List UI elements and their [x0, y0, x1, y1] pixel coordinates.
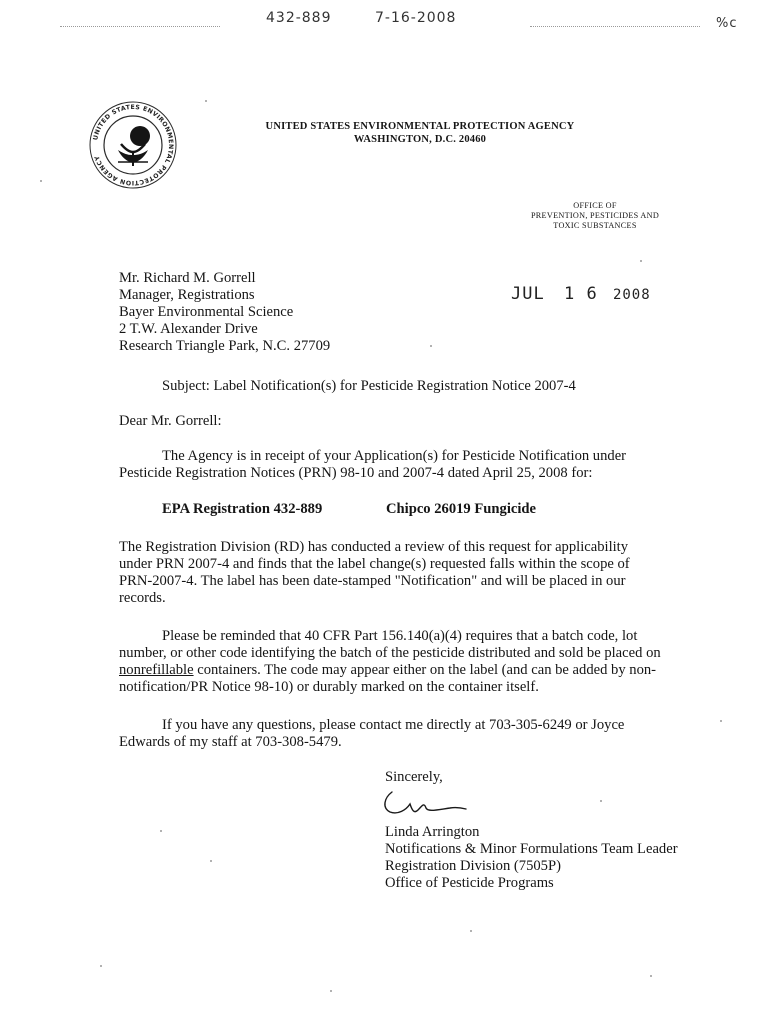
paragraph-contact-line-1: If you have any questions, please contact me directly at 703-305-6249 or Joyce	[162, 717, 625, 733]
nonrefillable-term: nonrefillable	[119, 662, 194, 678]
paragraph-review	[119, 539, 630, 607]
scan-speck	[720, 720, 722, 722]
paragraph-batch-code-line-1: Please be reminded that 40 CFR Part 156.140(a)(4) requires that a batch code, lot	[162, 628, 638, 644]
recipient-city: Research Triangle Park, N.C. 27709	[119, 338, 331, 354]
scan-speck	[430, 345, 432, 347]
recipient-company: Bayer Environmental Science	[119, 304, 294, 320]
paragraph-contact	[119, 717, 624, 751]
handwritten-date: 7-16-2008	[375, 10, 457, 26]
dotted-rule-right	[530, 26, 700, 27]
handwritten-corner-mark: %c	[716, 16, 738, 31]
product-name: Chipco 26019 Fungicide	[386, 501, 537, 517]
scan-speck	[205, 100, 207, 102]
recipient-title: Manager, Registrations	[119, 287, 255, 303]
signer-title: Notifications & Minor Formulations Team Leader	[385, 841, 678, 857]
signature	[380, 788, 470, 822]
recipient-name: Mr. Richard M. Gorrell	[119, 270, 256, 286]
date-stamp	[511, 284, 651, 304]
scan-speck	[470, 930, 472, 932]
recipient-address	[119, 270, 330, 355]
scan-speck	[40, 180, 42, 182]
valediction: Sincerely,	[385, 769, 443, 785]
paragraph-receipt	[119, 448, 626, 482]
date-stamp-year: 2008	[612, 287, 651, 303]
paragraph-batch-code-line-3-rest: containers. The code may appear either on the label (and can be added by non-	[193, 662, 657, 678]
salutation: Dear Mr. Gorrell:	[119, 413, 222, 429]
handwritten-reg-number: 432-889	[266, 10, 332, 26]
paragraph-batch-code-line-3	[119, 662, 661, 679]
signer-name: Linda Arrington	[385, 824, 480, 840]
paragraph-review-line-1: The Registration Division (RD) has conducted a review of this request for applicability	[119, 539, 629, 555]
date-stamp-day: 1 6	[563, 284, 598, 304]
office-line-2: PREVENTION, PESTICIDES AND	[530, 211, 660, 220]
signer-office: Office of Pesticide Programs	[385, 875, 554, 891]
paragraph-review-line-3: PRN-2007-4. The label has been date-stamped "Notification" and will be placed in our	[119, 573, 626, 589]
dotted-rule-left	[60, 26, 220, 27]
scan-speck	[640, 260, 642, 262]
scan-speck	[160, 830, 162, 832]
signer-division: Registration Division (7505P)	[385, 858, 561, 874]
svg-text:UNITED STATES ENVIRONMENTAL PR: UNITED STATES ENVIRONMENTAL PROTECTION AGENCY	[92, 103, 175, 187]
paragraph-batch-code	[119, 628, 661, 696]
agency-name: UNITED STATES ENVIRONMENTAL PROTECTION AGENCY	[265, 121, 575, 132]
paragraph-review-line-4: records.	[119, 590, 166, 606]
subject-line: Subject: Label Notification(s) for Pesticide Registration Notice 2007-4	[162, 378, 576, 394]
signature-block	[385, 824, 678, 892]
paragraph-receipt-line-2: Pesticide Registration Notices (PRN) 98-10 and 2007-4 dated April 25, 2008 for:	[119, 465, 593, 481]
scan-speck	[330, 990, 332, 992]
date-stamp-month: JUL	[511, 284, 545, 304]
office-line-1: OFFICE OF	[573, 201, 617, 210]
paragraph-contact-line-2: Edwards of my staff at 703-308-5479.	[119, 734, 342, 750]
paragraph-review-line-2: under PRN 2007-4 and finds that the label change(s) requested falls within the scope of	[119, 556, 630, 572]
epa-seal-icon	[88, 100, 178, 190]
paragraph-batch-code-line-2: number, or other code identifying the batch of the pesticide distributed and sold be placed on	[119, 645, 661, 661]
office-line-3: TOXIC SUBSTANCES	[553, 221, 637, 230]
recipient-street: 2 T.W. Alexander Drive	[119, 321, 258, 337]
scan-speck	[100, 965, 102, 967]
agency-city: WASHINGTON, D.C. 20460	[353, 134, 487, 145]
registration-number: EPA Registration 432-889	[162, 501, 323, 517]
paragraph-batch-code-line-4: notification/PR Notice 98-10) or durably marked on the container itself.	[119, 679, 539, 695]
scan-speck	[600, 800, 602, 802]
scan-speck	[210, 860, 212, 862]
scan-speck	[650, 975, 652, 977]
paragraph-receipt-line-1: The Agency is in receipt of your Application(s) for Pesticide Notification under	[162, 448, 627, 464]
